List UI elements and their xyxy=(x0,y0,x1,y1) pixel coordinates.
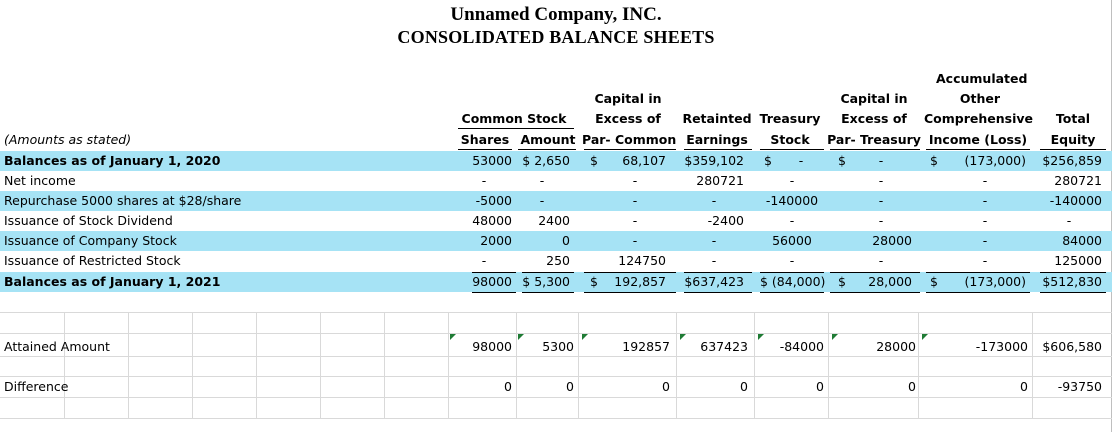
header-aoci-1: Accumulated xyxy=(936,71,1028,86)
cell-warning-icon xyxy=(832,334,838,340)
cell-aoci-sym xyxy=(930,251,942,271)
cell-shares: 98000 xyxy=(472,274,512,289)
cell-treasury: - xyxy=(789,253,795,268)
header-total-2: Equity xyxy=(1050,132,1096,147)
total-bottom-border xyxy=(830,292,920,293)
cell-shares: 53000 xyxy=(472,153,512,168)
cell-total: -140000 xyxy=(1049,193,1102,208)
total-top-border xyxy=(830,272,920,273)
cell-cap-common-sym xyxy=(590,171,602,191)
cell-aoci: (173,000) xyxy=(964,153,1026,168)
grid-line xyxy=(64,312,65,418)
cell-aoci: (173,000) xyxy=(964,274,1026,289)
header-aoci-2: Other xyxy=(959,91,1001,106)
header-cap-common-2: Excess of xyxy=(595,111,661,126)
total-bottom-border xyxy=(684,292,752,293)
cell-amount: $ 5,300 xyxy=(522,274,570,289)
cell-cap-common-sym xyxy=(590,251,602,271)
cell-warning-icon xyxy=(582,334,588,340)
grid-line xyxy=(384,312,385,418)
difference-amount: 0 xyxy=(566,379,574,394)
cell-cap-treasury-sym xyxy=(838,191,850,211)
cell-aoci-sym xyxy=(930,211,942,231)
cell-shares: - xyxy=(481,173,487,188)
header-retained-1: Retainted xyxy=(682,111,752,126)
attained-amount: 5300 xyxy=(542,339,574,354)
total-bottom-border xyxy=(472,292,516,293)
cell-warning-icon xyxy=(450,334,456,340)
header-aoci-4: Income (Loss) xyxy=(928,132,1028,147)
cell-total: 280721 xyxy=(1054,173,1102,188)
grid-line xyxy=(918,312,919,418)
grid-line xyxy=(0,333,1112,334)
cell-treasury: -140000 xyxy=(765,193,819,208)
total-top-border xyxy=(760,272,824,273)
cell-warning-icon xyxy=(518,334,524,340)
header-cap-treasury-2: Excess of xyxy=(841,111,907,126)
cell-cap-treasury: - xyxy=(878,173,884,188)
cell-cap-common-sym xyxy=(590,191,602,211)
cell-cap-treasury-sym xyxy=(838,171,850,191)
cell-cap-common-sym: $ xyxy=(590,153,598,168)
cell-total: 125000 xyxy=(1054,253,1102,268)
cell-aoci-sym: $ xyxy=(930,274,938,289)
cell-aoci-sym xyxy=(930,231,942,251)
header-underline xyxy=(458,128,574,129)
total-top-border xyxy=(684,272,752,273)
difference-retained: 0 xyxy=(740,379,748,394)
cell-shares: 2000 xyxy=(480,233,512,248)
cell-cap-treasury: - xyxy=(878,213,884,228)
grid-line xyxy=(676,312,677,418)
header-cap-common-3: Par- Common xyxy=(582,132,677,147)
header-underline xyxy=(518,149,576,150)
total-top-border xyxy=(1040,272,1106,273)
total-bottom-border xyxy=(584,292,676,293)
header-underline xyxy=(926,149,1030,150)
difference-total: -93750 xyxy=(1057,379,1102,394)
cell-cap-common: 68,107 xyxy=(622,153,666,168)
header-total-1: Total xyxy=(1055,111,1091,126)
cell-cap-common-sym xyxy=(590,231,602,251)
row-label: Issuance of Company Stock xyxy=(4,233,177,248)
cell-retained: - xyxy=(711,193,717,208)
cell-amount: - xyxy=(539,193,545,208)
total-bottom-border xyxy=(926,292,1030,293)
difference-treasury: 0 xyxy=(816,379,824,394)
cell-retained: 280721 xyxy=(696,173,744,188)
attained-aoci: -173000 xyxy=(975,339,1028,354)
cell-retained: $637,423 xyxy=(684,274,744,289)
cell-retained: - xyxy=(711,253,717,268)
cell-cap-common: - xyxy=(632,173,638,188)
cell-aoci: - xyxy=(982,173,988,188)
grid-line xyxy=(754,312,755,418)
grid-line xyxy=(578,312,579,418)
grid-line xyxy=(448,312,449,418)
row-label: Net income xyxy=(4,173,76,188)
cell-aoci: - xyxy=(982,193,988,208)
cell-retained: $359,102 xyxy=(684,153,744,168)
header-cap-treasury-1: Capital in xyxy=(840,91,908,106)
attained-retained: 637423 xyxy=(700,339,748,354)
cell-warning-icon xyxy=(758,334,764,340)
cell-amount: $ 2,650 xyxy=(522,153,570,168)
cell-total: $256,859 xyxy=(1042,153,1102,168)
cell-aoci: - xyxy=(982,213,988,228)
cell-shares: 48000 xyxy=(472,213,512,228)
cell-treasury: - xyxy=(798,153,804,168)
grid-line xyxy=(1032,312,1033,418)
grid-line xyxy=(320,312,321,418)
header-aoci-3: Comprehensive xyxy=(924,111,1034,126)
row-label: Balances as of January 1, 2021 xyxy=(4,274,221,289)
difference-shares: 0 xyxy=(504,379,512,394)
cell-total: - xyxy=(1066,213,1072,228)
attained-cap-treasury: 28000 xyxy=(876,339,916,354)
cell-aoci-sym xyxy=(930,171,942,191)
cell-cap-treasury-sym xyxy=(838,231,850,251)
row-label: Repurchase 5000 shares at $28/share xyxy=(4,193,242,208)
header-underline xyxy=(584,149,676,150)
cell-treasury: - xyxy=(789,213,795,228)
row-label: Balances as of January 1, 2020 xyxy=(4,153,221,168)
attained-total: $606,580 xyxy=(1042,339,1102,354)
cell-cap-treasury-sym xyxy=(838,211,850,231)
cell-cap-common: 124750 xyxy=(618,253,666,268)
cell-cap-common-sym: $ xyxy=(590,274,598,289)
cell-cap-treasury: 28,000 xyxy=(868,274,912,289)
header-underline xyxy=(458,149,512,150)
cell-cap-common: - xyxy=(632,213,638,228)
grid-line xyxy=(256,312,257,418)
attained-cap-common: 192857 xyxy=(622,339,670,354)
header-cap-common-1: Capital in xyxy=(594,91,662,106)
cell-total: 84000 xyxy=(1062,233,1102,248)
cell-cap-treasury-sym xyxy=(838,251,850,271)
cell-treasury: $ (84,000) xyxy=(760,274,826,289)
report-title: CONSOLIDATED BALANCE SHEETS xyxy=(397,27,715,47)
grid-line xyxy=(0,312,1112,313)
header-underline xyxy=(684,149,752,150)
cell-aoci: - xyxy=(982,233,988,248)
row-label: Issuance of Restricted Stock xyxy=(4,253,181,268)
row-label: Issuance of Stock Dividend xyxy=(4,213,173,228)
cell-total: $512,830 xyxy=(1042,274,1102,289)
attained-shares: 98000 xyxy=(472,339,512,354)
difference-cap-treasury: 0 xyxy=(908,379,916,394)
grid-line xyxy=(0,397,1112,398)
header-shares: Shares xyxy=(460,132,510,147)
cell-cap-treasury: - xyxy=(878,153,884,168)
company-title: Unnamed Company, INC. xyxy=(450,4,662,25)
cell-aoci-sym xyxy=(930,191,942,211)
grid-line xyxy=(828,312,829,418)
header-underline xyxy=(760,149,824,150)
total-top-border xyxy=(522,272,574,273)
attained-treasury: -84000 xyxy=(779,339,824,354)
cell-cap-treasury: - xyxy=(878,253,884,268)
cell-cap-common: - xyxy=(632,193,638,208)
header-treasury-2: Stock xyxy=(770,132,810,147)
cell-retained: - xyxy=(711,233,717,248)
header-common-stock: Common Stock xyxy=(461,111,567,126)
header-treasury-1: Treasury xyxy=(759,111,821,126)
cell-shares: -5000 xyxy=(475,193,512,208)
difference-cap-common: 0 xyxy=(662,379,670,394)
cell-cap-common: 192,857 xyxy=(614,274,666,289)
header-underline xyxy=(1040,149,1106,150)
total-bottom-border xyxy=(760,292,824,293)
total-top-border xyxy=(472,272,516,273)
cell-retained: -2400 xyxy=(707,213,744,228)
difference-label: Difference xyxy=(4,379,69,394)
total-top-border xyxy=(926,272,1030,273)
total-bottom-border xyxy=(522,292,574,293)
header-cap-treasury-3: Par- Treasury xyxy=(827,132,921,147)
cell-cap-treasury: - xyxy=(878,193,884,208)
cell-aoci-sym: $ xyxy=(930,153,938,168)
grid-line xyxy=(192,312,193,418)
cell-cap-treasury-sym: $ xyxy=(838,153,846,168)
cell-treasury: 56000 xyxy=(772,233,812,248)
total-top-border xyxy=(584,272,676,273)
cell-amount: 0 xyxy=(562,233,570,248)
grid-line xyxy=(516,312,517,418)
attained-label: Attained Amount xyxy=(4,339,110,354)
cell-cap-treasury-sym: $ xyxy=(838,274,846,289)
grid-line xyxy=(0,418,1112,419)
cell-warning-icon xyxy=(680,334,686,340)
total-bottom-border xyxy=(1040,292,1106,293)
cell-amount: 2400 xyxy=(538,213,570,228)
cell-warning-icon xyxy=(922,334,928,340)
cell-amount: - xyxy=(539,173,545,188)
cell-cap-common-sym xyxy=(590,211,602,231)
cell-treasury-sym: $ xyxy=(764,153,772,168)
cell-cap-treasury: 28000 xyxy=(872,233,912,248)
cell-amount: 250 xyxy=(546,253,570,268)
amounts-label: (Amounts as stated) xyxy=(4,132,132,147)
difference-aoci: 0 xyxy=(1020,379,1028,394)
header-amount: Amount xyxy=(520,132,576,147)
grid-line xyxy=(128,312,129,418)
cell-aoci: - xyxy=(982,253,988,268)
cell-shares: - xyxy=(481,253,487,268)
cell-cap-common: - xyxy=(632,233,638,248)
cell-treasury: - xyxy=(789,173,795,188)
header-retained-2: Earnings xyxy=(686,132,748,147)
header-underline xyxy=(830,149,920,150)
